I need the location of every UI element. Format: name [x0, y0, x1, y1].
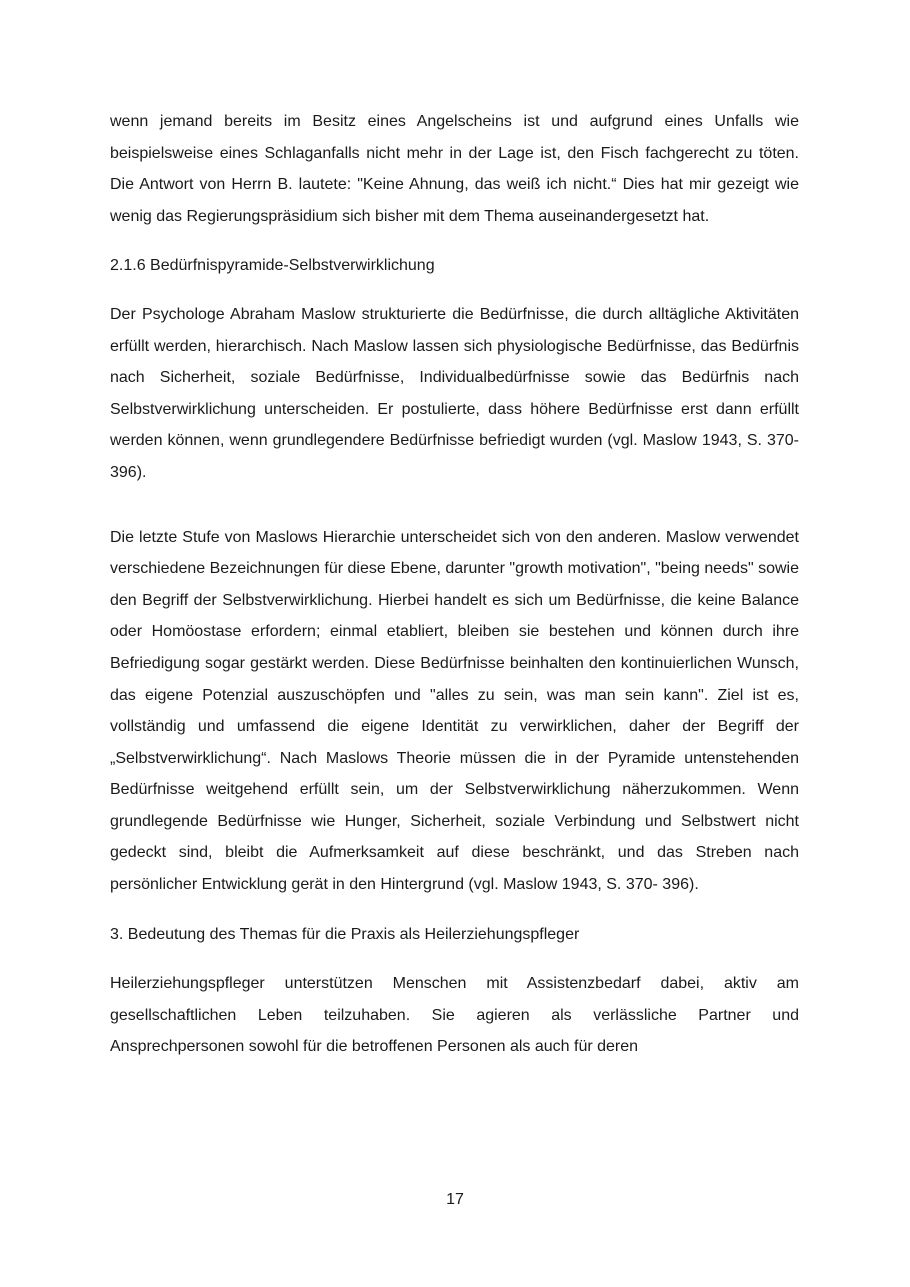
- paragraph-self-actualization: Die letzte Stufe von Maslows Hierarchie unterscheidet sich von den anderen. Maslow verwendet verschiedene Bezeichnungen für diese Ebene, darunter "growth motivation", "being needs" sowie den Begriff der Selbstverwirklichung. Hierbei handelt es sich um Bedürfnisse, die keine Balance oder Homöostase erfordern; einmal etabliert, bleiben sie bestehen und können durch ihre Befriedigung sogar gestärkt werden. Diese Bedürfnisse beinhalten den kontinuierlichen Wunsch, das eigene Potenzial auszuschöpfen und "alles zu sein, was man sein kann". Ziel ist es, vollständig und umfassend die eigene Identität zu verwirklichen, daher der Begriff der „Selbstverwirklichung“. Nach Maslows Theorie müssen die in der Pyramide untenstehenden Bedürfnisse weitgehend erfüllt sein, um der Selbstverwirklichung näherzukommen. Wenn grundlegende Bedürfnisse wie Hunger, Sicherheit, soziale Verbindung und Selbstwert nicht gedeckt sind, bleibt die Aufmerksamkeit auf diese beschränkt, und das Streben nach persönlicher Entwicklung gerät in den Hintergrund (vgl. Maslow 1943, S. 370- 396).: [110, 528, 799, 894]
- section-heading-2-1-6: 2.1.6 Bedürfnispyramide-Selbstverwirklichung: [110, 257, 435, 275]
- section-heading-3: 3. Bedeutung des Themas für die Praxis als Heilerziehungspfleger: [110, 925, 580, 943]
- paragraph-continuation: wenn jemand bereits im Besitz eines Angelscheins ist und aufgrund eines Unfalls wie beispielsweise eines Schlaganfalls nicht mehr in der Lage ist, den Fisch fachgerecht zu töten. Die Antwort von Herrn B. lautete: "Keine Ahnung, das weiß ich nicht.“ Dies hat mir gezeigt wie wenig das Regierungspräsidium sich bisher mit dem Thema auseinandergesetzt hat.: [110, 113, 799, 225]
- page-body: [110, 106, 799, 1063]
- paragraph-maslow-hierarchy: Der Psychologe Abraham Maslow strukturierte die Bedürfnisse, die durch alltägliche Aktivitäten erfüllt werden, hierarchisch. Nach Maslow lassen sich physiologische Bedürfnisse, das Bedürfnis nach Sicherheit, soziale Bedürfnisse, Individualbedürfnisse sowie das Bedürfnis nach Selbstverwirklichung unterscheiden. Er postulierte, dass höhere Bedürfnisse erst dann erfüllt werden können, wenn grundlegendere Bedürfnisse befriedigt wurden (vgl. Maslow 1943, S. 370- 396).: [110, 305, 799, 481]
- paragraph-practice: Heilerziehungspfleger unterstützen Menschen mit Assistenzbedarf dabei, aktiv am gesellschaftlichen Leben teilzuhaben. Sie agieren als verlässliche Partner und Ansprechpersonen sowohl für die betroffenen Personen als auch für deren: [110, 975, 799, 1056]
- page-number: 17: [446, 1191, 464, 1208]
